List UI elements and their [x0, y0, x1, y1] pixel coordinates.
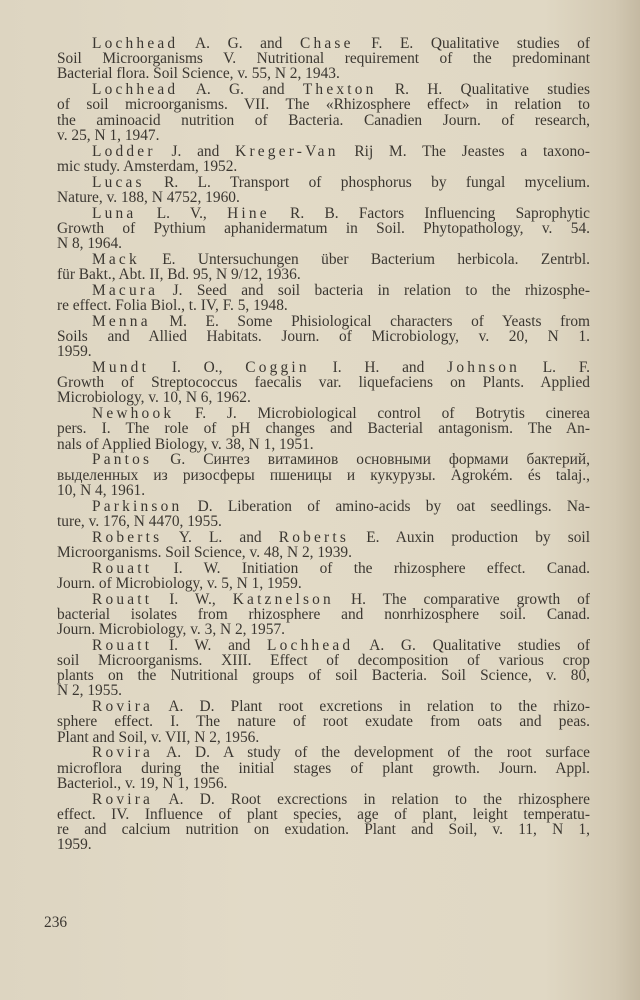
reference-line: Soils and Allied Habitats. Journ. of Microbiology, v. 20, N 1.	[57, 328, 590, 346]
reference-first-line	[57, 206, 590, 221]
reference-line: mic study. Amsterdam, 1952.	[57, 157, 238, 175]
author-name: Newhook	[92, 405, 175, 423]
reference-entry	[57, 499, 590, 529]
author-name: Menna	[92, 312, 151, 330]
reference-text: A. D. A study of the development of the root surface	[153, 744, 590, 762]
reference-text: I. H. and	[309, 359, 448, 377]
reference-text: M. E. Some Phisiological characters of Yeasts from	[150, 312, 590, 330]
reference-text: L. F.	[519, 359, 591, 377]
reference-line: effect. IV. Influence of plant species, age of plant, leight temperatu-	[57, 805, 590, 823]
reference-line: Soil Microorganisms V. Nutritional requirement of the predominant	[57, 50, 590, 68]
author-name: Hine	[227, 204, 270, 222]
reference-line: N 8, 1964.	[57, 235, 122, 253]
reference-text: A. D. Root excrections in relation to the rhizosphere	[153, 790, 590, 808]
reference-text: J. Seed and soil bacteria in relation to the rhizosphe-	[158, 281, 590, 299]
author-name: Katznelson	[232, 590, 334, 608]
reference-entry	[57, 206, 590, 252]
reference-line: re and calcium nutrition on exudation. Plant and Soil, v. 11, N 1,	[57, 821, 590, 839]
reference-line: bacterial isolates from rhizosphere and nonrhizosphere soil. Canad.	[57, 605, 590, 623]
reference-entry	[57, 175, 590, 205]
reference-first-line	[57, 406, 590, 421]
author-name: Chase	[299, 35, 354, 52]
reference-line: the aminoacid nutrition of Bacteria. Canadien Journ. of research,	[57, 111, 590, 129]
author-name: Pantos	[92, 451, 153, 469]
reference-first-line	[57, 499, 590, 514]
author-name: Rouatt	[92, 636, 153, 654]
reference-line: ture, v. 176, N 4470, 1955.	[57, 512, 222, 530]
reference-entry	[57, 592, 590, 638]
reference-line: Microorganisms. Soil Science, v. 48, N 2, 1939.	[57, 543, 352, 561]
reference-first-line	[57, 144, 590, 159]
reference-text: G. Синтез витаминов основными формами бактерий,	[152, 451, 590, 469]
author-name: Lochhead	[92, 35, 179, 52]
reference-line: Plant and Soil, v. VII, N 2, 1956.	[57, 728, 260, 746]
bibliography-list	[57, 36, 590, 853]
reference-first-line	[57, 638, 590, 653]
author-name: Rouatt	[92, 559, 153, 577]
author-name: Rovira	[92, 698, 154, 716]
author-name: Rouatt	[92, 590, 153, 608]
reference-line: plants on the Nutritional groups of soil Bacteria. Soil Science, v. 80,	[57, 667, 590, 685]
reference-first-line	[57, 452, 590, 467]
reference-text: A. G. and	[178, 35, 300, 52]
reference-entry	[57, 252, 590, 282]
author-name: Coggin	[245, 359, 310, 377]
reference-line: für Bakt., Abt. II, Bd. 95, N 9/12, 1936.	[57, 266, 301, 284]
reference-line: Journ. Microbiology, v. 3, N 2, 1957.	[57, 621, 285, 639]
reference-text: I. W.,	[152, 590, 233, 608]
reference-text: I. W. Initiation of the rhizosphere effect. Canad.	[152, 559, 590, 577]
reference-line: pers. I. The role of pH changes and Bacterial antagonism. The An-	[57, 420, 590, 438]
reference-line: soil Microorganisms. XIII. Effect of decomposition of various crop	[57, 652, 590, 670]
reference-text: I. W. and	[152, 636, 268, 654]
reference-entry	[57, 745, 590, 791]
reference-text: J. and	[155, 142, 236, 160]
reference-line: sphere effect. I. The nature of root exudate from oats and peas.	[57, 713, 590, 731]
author-name: Macura	[92, 281, 159, 299]
reference-first-line	[57, 36, 590, 51]
reference-text: I. O.,	[149, 359, 246, 377]
reference-line: 1959.	[57, 343, 92, 361]
reference-text: F. E. Qualitative studies of	[353, 35, 590, 52]
reference-first-line	[57, 252, 590, 267]
reference-line: Bacteriol., v. 19, N 1, 1956.	[57, 774, 228, 792]
author-name: Mack	[92, 250, 140, 268]
reference-line: Growth of Pythium aphanidermatum in Soil. Phytopathology, v. 54.	[57, 219, 590, 237]
author-name: Johnson	[447, 359, 520, 377]
reference-entry	[57, 530, 590, 560]
reference-first-line	[57, 699, 590, 714]
author-name: Luna	[92, 204, 137, 222]
author-name: Parkinson	[92, 497, 183, 515]
author-name: Lochhead	[267, 636, 354, 654]
reference-text: F. J. Microbiological control of Botrytis cinerea	[174, 405, 590, 423]
reference-entry	[57, 36, 590, 82]
reference-text: L. V.,	[136, 204, 228, 222]
reference-entry	[57, 792, 590, 853]
reference-entry	[57, 144, 590, 174]
reference-entry	[57, 561, 590, 591]
reference-first-line	[57, 561, 590, 576]
reference-first-line	[57, 175, 590, 190]
reference-entry	[57, 360, 590, 406]
reference-line: nals of Applied Biology, v. 38, N 1, 1951.	[57, 435, 314, 453]
reference-line: v. 25, N 1, 1947.	[57, 126, 160, 144]
reference-first-line	[57, 82, 590, 97]
author-name: Rovira	[92, 790, 154, 808]
reference-line: Journ. of Microbiology, v. 5, N 1, 1959.	[57, 574, 302, 592]
author-name: Roberts	[92, 528, 163, 546]
reference-line: Microbiology, v. 10, N 6, 1962.	[57, 389, 251, 407]
page-number: 236	[44, 914, 68, 931]
reference-first-line	[57, 314, 590, 329]
author-name: Lochhead	[92, 81, 179, 99]
reference-text: Rij M. The Jeastes a taxono-	[338, 142, 590, 160]
reference-entry	[57, 406, 590, 452]
reference-first-line	[57, 745, 590, 760]
reference-text: A. G. and	[178, 81, 303, 99]
reference-line: of soil microorganisms. VII. The «Rhizosphere effect» in relation to	[57, 96, 590, 114]
author-name: Lodder	[92, 142, 156, 160]
reference-entry	[57, 82, 590, 143]
author-name: Thexton	[302, 81, 377, 99]
reference-entry	[57, 283, 590, 313]
reference-entry	[57, 452, 590, 498]
author-name: Kreger-Van	[235, 142, 339, 160]
reference-text: R. H. Qualitative studies	[376, 81, 590, 99]
reference-first-line	[57, 360, 590, 375]
reference-first-line	[57, 530, 590, 545]
reference-text: H. The comparative growth of	[333, 590, 590, 608]
reference-first-line	[57, 792, 590, 807]
reference-line: microflora during the initial stages of plant growth. Journ. Appl.	[57, 759, 590, 777]
reference-first-line	[57, 283, 590, 298]
reference-first-line	[57, 592, 590, 607]
reference-text: R. B. Factors Influencing Saprophytic	[269, 204, 590, 222]
reference-line: 10, N 4, 1961.	[57, 481, 146, 499]
reference-line: re effect. Folia Biol., t. IV, F. 5, 1948.	[57, 297, 288, 315]
author-name: Rovira	[92, 744, 154, 762]
reference-text: Y. L. and	[162, 528, 279, 546]
reference-text: E. Untersuchungen über Bacterium herbicola. Zentrbl.	[139, 250, 590, 268]
reference-text: A. G. Qualitative studies of	[353, 636, 590, 654]
reference-line: Nature, v. 188, N 4752, 1960.	[57, 188, 240, 206]
reference-text: E. Auxin production by soil	[349, 528, 590, 546]
author-name: Roberts	[278, 528, 350, 546]
author-name: Lucas	[92, 173, 145, 191]
author-name: Mundt	[92, 359, 150, 377]
reference-text: R. L. Transport of phosphorus by fungal mycelium.	[144, 173, 590, 191]
reference-text: D. Liberation of amino-acids by oat seedlings. Na-	[182, 497, 590, 515]
reference-line: 1959.	[57, 836, 92, 854]
reference-text: A. D. Plant root excretions in relation to the rhizo-	[153, 698, 590, 716]
reference-entry	[57, 314, 590, 360]
reference-entry	[57, 638, 590, 699]
reference-line: выделенных из ризосферы пшеницы и кукурузы. Agrokém. és talaj.,	[57, 466, 590, 484]
reference-entry	[57, 699, 590, 745]
reference-line: Growth of Streptococcus faecalis var. liquefaciens on Plants. Applied	[57, 374, 590, 392]
reference-line: Bacterial flora. Soil Science, v. 55, N 2, 1943.	[57, 65, 340, 83]
reference-line: N 2, 1955.	[57, 682, 122, 700]
